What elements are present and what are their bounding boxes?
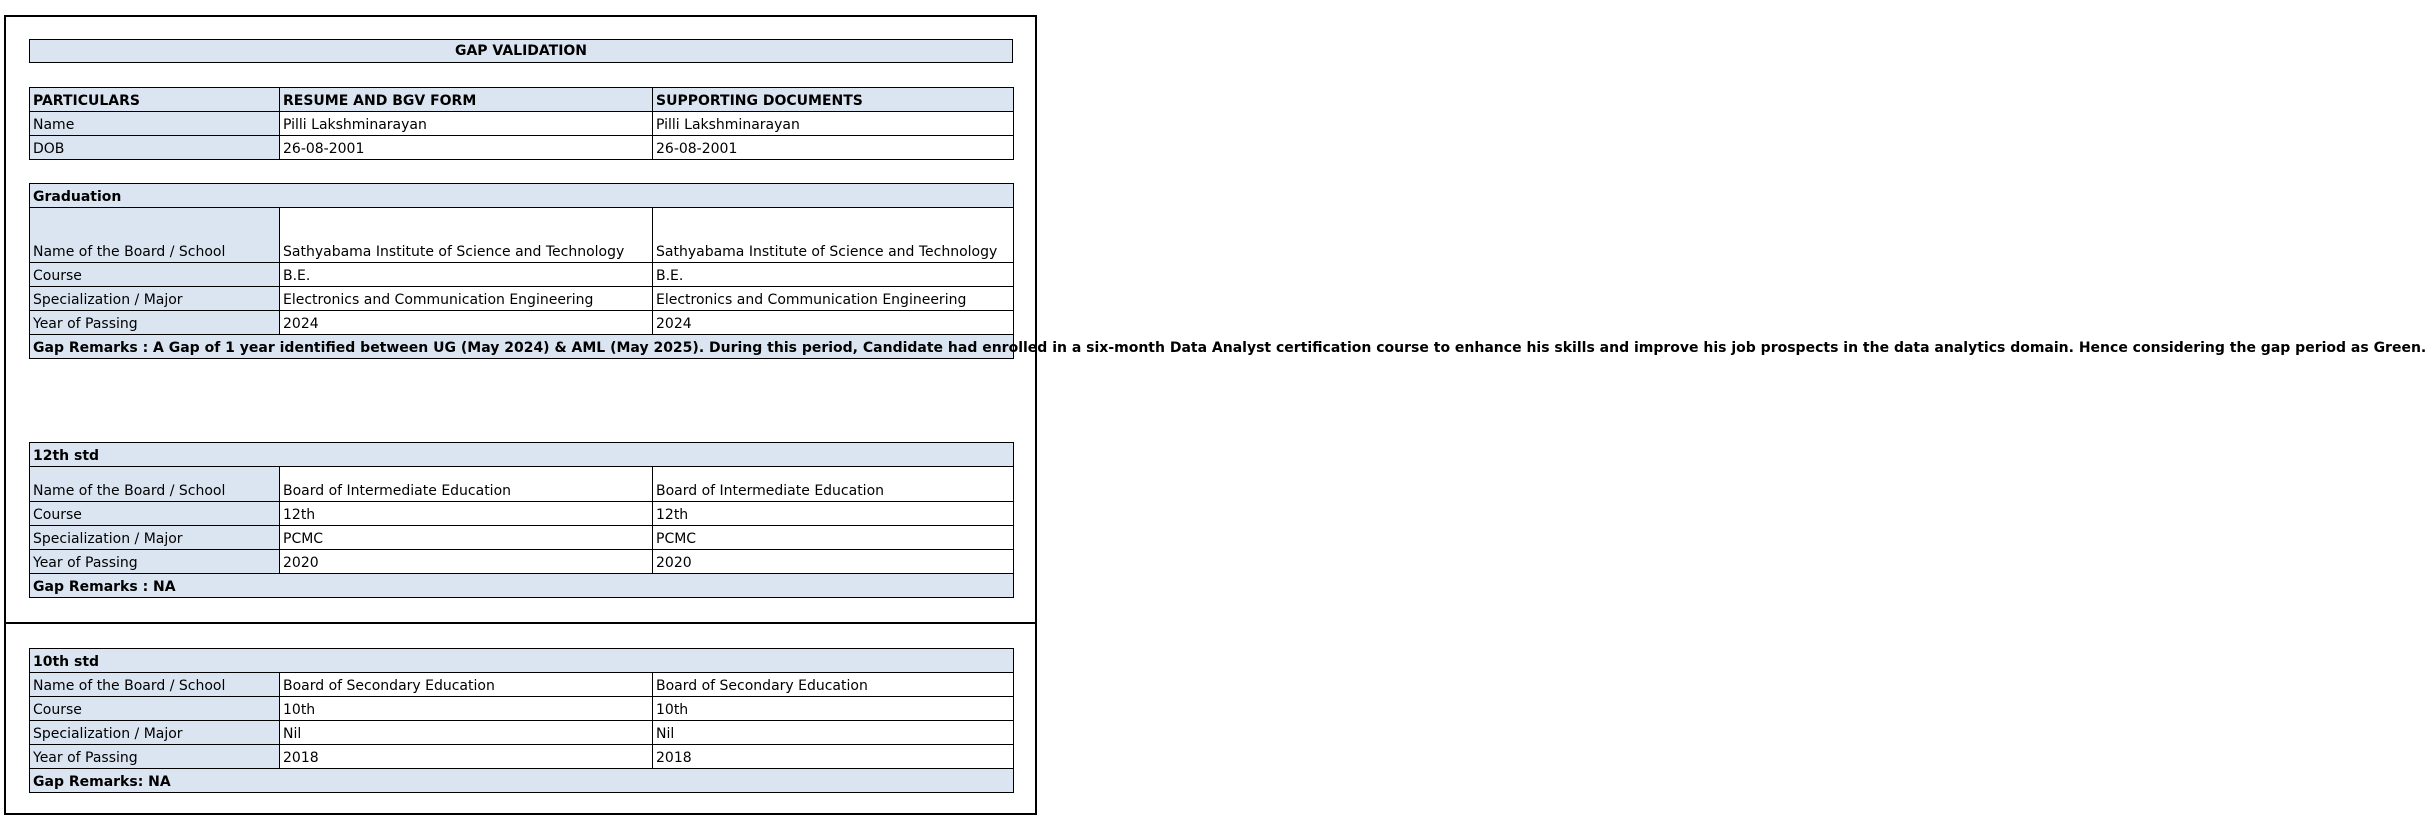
section-heading-row bbox=[30, 649, 1014, 673]
page-break-line bbox=[4, 622, 1037, 624]
row-label: Name bbox=[30, 112, 280, 136]
remarks-row bbox=[30, 335, 1014, 359]
section-heading: 12th std bbox=[30, 443, 1014, 467]
table-row bbox=[30, 136, 1014, 160]
table-row bbox=[30, 526, 1014, 550]
docs-value: Board of Secondary Education bbox=[653, 673, 1014, 697]
resume-value: Board of Secondary Education bbox=[280, 673, 653, 697]
docs-value: 26-08-2001 bbox=[653, 136, 1014, 160]
docs-value: Electronics and Communication Engineering bbox=[653, 287, 1014, 311]
resume-value: Pilli Lakshminarayan bbox=[280, 112, 653, 136]
docs-value: Sathyabama Institute of Science and Technology bbox=[653, 208, 1014, 263]
section-heading-row bbox=[30, 184, 1014, 208]
section-heading: 10th std bbox=[30, 649, 1014, 673]
row-label: Specialization / Major bbox=[30, 526, 280, 550]
table-row bbox=[30, 287, 1014, 311]
docs-value: 2018 bbox=[653, 745, 1014, 769]
resume-value: Board of Intermediate Education bbox=[280, 467, 653, 502]
section-heading-row bbox=[30, 443, 1014, 467]
table-row bbox=[30, 467, 1014, 502]
resume-value: 12th bbox=[280, 502, 653, 526]
section-heading: Graduation bbox=[30, 184, 1014, 208]
docs-value: B.E. bbox=[653, 263, 1014, 287]
table-row bbox=[30, 697, 1014, 721]
table-row bbox=[30, 745, 1014, 769]
header-resume: RESUME AND BGV FORM bbox=[280, 88, 653, 112]
table-row bbox=[30, 208, 1014, 263]
row-label: Course bbox=[30, 263, 280, 287]
resume-value: 2024 bbox=[280, 311, 653, 335]
resume-value: 26-08-2001 bbox=[280, 136, 653, 160]
table-row bbox=[30, 263, 1014, 287]
docs-value: 2020 bbox=[653, 550, 1014, 574]
gap-remarks: Gap Remarks: NA bbox=[30, 769, 1014, 793]
table-header-row bbox=[30, 88, 1014, 112]
table-row bbox=[30, 311, 1014, 335]
docs-value: 12th bbox=[653, 502, 1014, 526]
resume-value: B.E. bbox=[280, 263, 653, 287]
particulars-table bbox=[29, 87, 1014, 160]
resume-value: 2020 bbox=[280, 550, 653, 574]
row-label: Name of the Board / School bbox=[30, 673, 280, 697]
gap-remarks: Gap Remarks : NA bbox=[30, 574, 1014, 598]
table-row bbox=[30, 112, 1014, 136]
resume-value: Nil bbox=[280, 721, 653, 745]
tenth-table bbox=[29, 648, 1014, 793]
header-documents: SUPPORTING DOCUMENTS bbox=[653, 88, 1014, 112]
remarks-row bbox=[30, 574, 1014, 598]
resume-value: PCMC bbox=[280, 526, 653, 550]
row-label: DOB bbox=[30, 136, 280, 160]
row-label: Year of Passing bbox=[30, 550, 280, 574]
row-label: Name of the Board / School bbox=[30, 208, 280, 263]
header-particulars: PARTICULARS bbox=[30, 88, 280, 112]
row-label: Specialization / Major bbox=[30, 721, 280, 745]
row-label: Year of Passing bbox=[30, 745, 280, 769]
graduation-table bbox=[29, 183, 2426, 359]
table-row bbox=[30, 721, 1014, 745]
docs-value: Pilli Lakshminarayan bbox=[653, 112, 1014, 136]
row-label: Course bbox=[30, 502, 280, 526]
resume-value: 10th bbox=[280, 697, 653, 721]
page-title: GAP VALIDATION bbox=[29, 39, 1013, 63]
gap-remarks: Gap Remarks : A Gap of 1 year identified between UG (May 2024) & AML (May 2025). During this period, Candidate had enrolled in a six-month Data Analyst certification course to enhance his skills and improve his job prospects in the data analytics domain. Hence considering the gap period as Green. bbox=[30, 335, 1014, 359]
row-label: Specialization / Major bbox=[30, 287, 280, 311]
docs-value: Board of Intermediate Education bbox=[653, 467, 1014, 502]
docs-value: Nil bbox=[653, 721, 1014, 745]
table-row bbox=[30, 502, 1014, 526]
table-row bbox=[30, 550, 1014, 574]
docs-value: PCMC bbox=[653, 526, 1014, 550]
resume-value: Sathyabama Institute of Science and Technology bbox=[280, 208, 653, 263]
twelfth-table bbox=[29, 442, 1014, 598]
resume-value: Electronics and Communication Engineering bbox=[280, 287, 653, 311]
table-row bbox=[30, 673, 1014, 697]
docs-value: 2024 bbox=[653, 311, 1014, 335]
remarks-row bbox=[30, 769, 1014, 793]
resume-value: 2018 bbox=[280, 745, 653, 769]
row-label: Name of the Board / School bbox=[30, 467, 280, 502]
row-label: Year of Passing bbox=[30, 311, 280, 335]
docs-value: 10th bbox=[653, 697, 1014, 721]
row-label: Course bbox=[30, 697, 280, 721]
